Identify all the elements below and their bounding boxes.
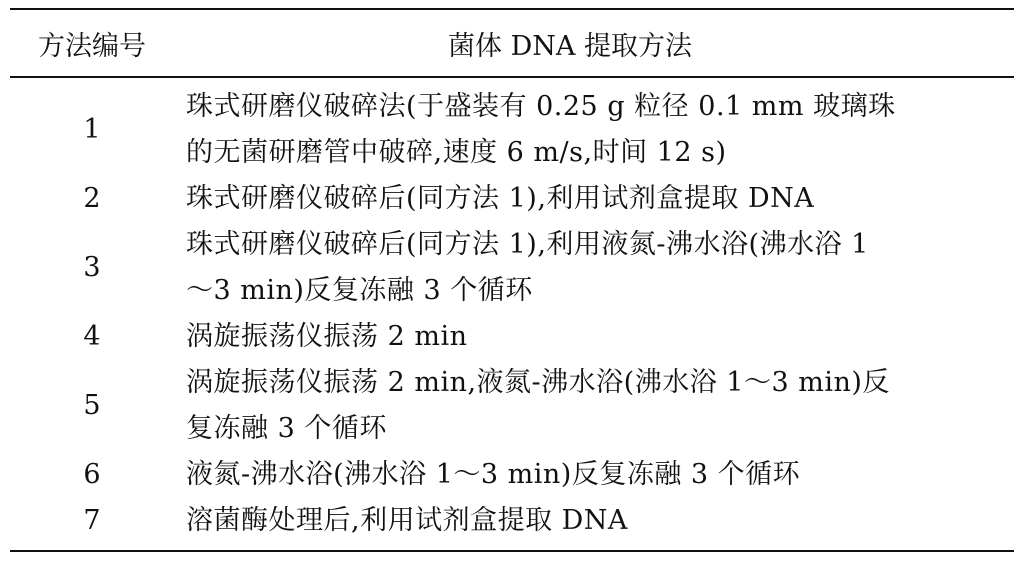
table-row [10, 84, 1014, 176]
description-line: 复冻融 3 个循环 [186, 413, 387, 444]
table-row [10, 452, 1014, 498]
table-row [10, 498, 1014, 544]
description-line: 的无菌研磨管中破碎,速度 6 m/s,时间 12 s) [186, 137, 727, 168]
description-line: 涡旋振荡仪振荡 2 min,液氮-沸水浴(沸水浴 1～3 min)反 [186, 367, 890, 398]
description-line: 液氮-沸水浴(沸水浴 1～3 min)反复冻融 3 个循环 [186, 459, 801, 490]
table-row [10, 222, 1014, 314]
description-line: 珠式研磨仪破碎后(同方法 1),利用试剂盒提取 DNA [186, 183, 815, 214]
method-description [174, 84, 1014, 176]
method-description [174, 222, 1014, 314]
method-description [174, 452, 1014, 498]
method-number: 5 [83, 390, 101, 421]
method-number: 1 [83, 114, 101, 145]
method-number: 2 [83, 183, 101, 214]
method-description [174, 176, 1014, 222]
description-line: 珠式研磨仪破碎法(于盛装有 0.25 g 粒径 0.1 mm 玻璃珠 [186, 91, 896, 122]
method-description [174, 360, 1014, 452]
dna-extraction-methods-table [10, 8, 1014, 552]
table-row [10, 360, 1014, 452]
table-body [10, 78, 1014, 550]
method-description [174, 498, 1014, 544]
method-number: 7 [83, 505, 101, 536]
header-method-no: 方法编号 [38, 30, 146, 62]
method-number: 3 [83, 252, 101, 283]
description-line: 溶菌酶处理后,利用试剂盒提取 DNA [186, 505, 628, 536]
method-description [174, 314, 1014, 360]
description-line: 涡旋振荡仪振荡 2 min [186, 321, 468, 352]
header-method-desc: 菌体 DNA 提取方法 [448, 30, 692, 62]
description-line: 珠式研磨仪破碎后(同方法 1),利用液氮-沸水浴(沸水浴 1 [186, 229, 869, 260]
description-line: ～3 min)反复冻融 3 个循环 [186, 275, 533, 306]
method-number: 4 [83, 321, 101, 352]
method-number: 6 [83, 459, 101, 490]
table-header-row [10, 10, 1014, 76]
table-bottom-rule [10, 550, 1014, 552]
table-row [10, 314, 1014, 360]
table-row [10, 176, 1014, 222]
